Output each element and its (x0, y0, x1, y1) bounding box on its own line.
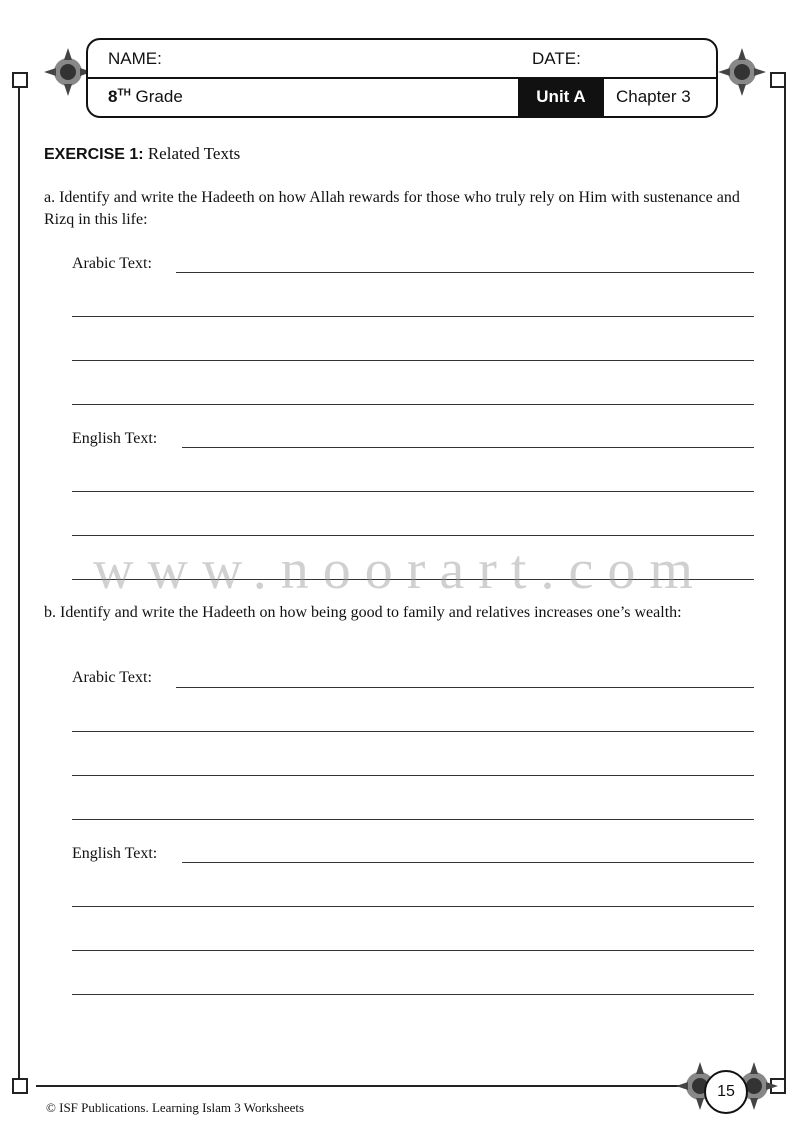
exercise-title-bold: EXERCISE 1: (44, 146, 144, 163)
exercise-title (44, 144, 240, 164)
question-a-arabic-label: Arabic Text: (72, 255, 152, 272)
unit-badge: Unit A (518, 78, 604, 116)
worksheet-header (86, 38, 718, 118)
answer-line[interactable] (72, 994, 754, 995)
frame-corner-top-left (12, 72, 28, 88)
answer-line[interactable] (72, 535, 754, 536)
question-a-english-label: English Text: (72, 430, 158, 447)
question-b-text: b. Identify and write the Hadeeth on how being good to family and relatives increases one’s wealth: (44, 604, 682, 621)
chapter-label: Chapter 3 (616, 87, 691, 106)
answer-line[interactable] (72, 404, 754, 405)
answer-line[interactable] (72, 950, 754, 951)
name-label: NAME: (108, 49, 162, 68)
question-b-arabic-label: Arabic Text: (72, 669, 152, 686)
answer-line[interactable] (72, 775, 754, 776)
answer-line[interactable] (176, 272, 754, 273)
answer-line[interactable] (176, 687, 754, 688)
header-row-name-date (88, 40, 716, 79)
grade-suffix: TH (117, 87, 131, 99)
exercise-title-rest: Related Texts (147, 144, 241, 163)
answer-line[interactable] (72, 906, 754, 907)
answer-line[interactable] (182, 862, 754, 863)
ornament-right-icon (718, 48, 766, 96)
grade-number: 8 (108, 87, 118, 106)
answer-line[interactable] (72, 316, 754, 317)
answer-line[interactable] (72, 819, 754, 820)
grade-label (108, 87, 183, 107)
answer-line[interactable] (182, 447, 754, 448)
ornament-left-icon (44, 48, 92, 96)
question-b-english-label: English Text: (72, 845, 158, 862)
answer-line[interactable] (72, 731, 754, 732)
footer-copyright: © ISF Publications. Learning Islam 3 Worksheets (46, 1100, 305, 1115)
watermark: www.noorart.com (93, 539, 707, 601)
frame-corner-top-right (770, 72, 786, 88)
page-frame-bottom (36, 1085, 686, 1087)
grade-word: Grade (135, 87, 183, 106)
answer-line[interactable] (72, 360, 754, 361)
page-number: 15 (704, 1070, 748, 1114)
question-a-text: a. Identify and write the Hadeeth on how Allah rewards for those who truly rely on Him with sustenance and Rizq in this life: (44, 189, 740, 228)
answer-line[interactable] (72, 491, 754, 492)
frame-corner-bottom-left (12, 1078, 28, 1094)
date-label: DATE: (532, 49, 581, 68)
